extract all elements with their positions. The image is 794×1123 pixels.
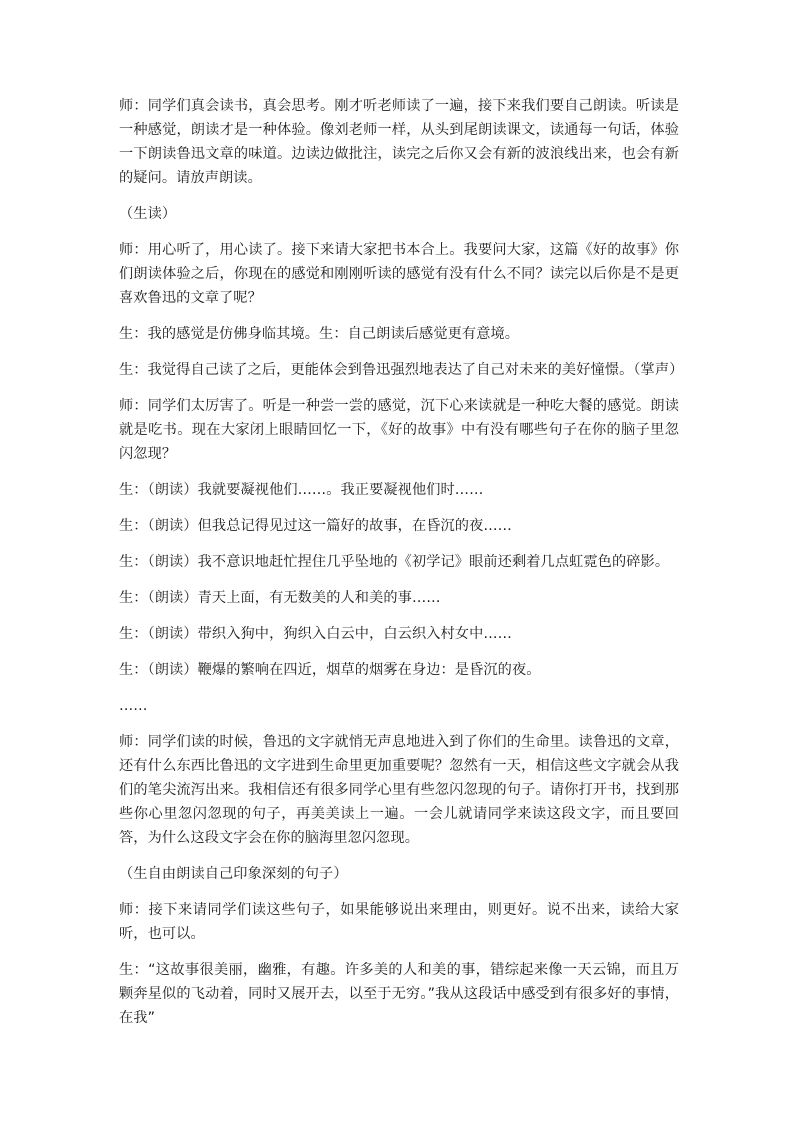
paragraph-student-reading: 生：（朗读）我不意识地赶忙捏住几乎坠地的《初学记》眼前还剩着几点虹霓色的碎影。 xyxy=(119,554,670,570)
paragraph-student-quote: 生：“这故事很美丽，幽雅，有趣。许多美的人和美的事，错综起来像一天云锦，而且万颗奔星似的飞动着，同时又展开去，以至于无穷。”我从这段话中感受到有很多好的事情，在我” xyxy=(119,962,679,1026)
paragraph-student-reading: 生：（朗读）鞭爆的繁响在四近，烟草的烟雾在身边：是昏沉的夜。 xyxy=(119,662,541,678)
paragraph-student-answer: 生：我觉得自己读了之后，更能体会到鲁迅强烈地表达了自己对未来的美好憧憬。（掌声） xyxy=(119,362,684,378)
paragraph-student-reading: 生：（朗读）带织入狗中，狗织入白云中，白云织入村女中…… xyxy=(119,626,512,642)
paragraph-teacher-question: 师：用心听了，用心读了。接下来请大家把书本合上。我要问大家，这篇《好的故事》你们朗读体验之后，你现在的感觉和刚刚听读的感觉有没有什么不同？读完以后你是不是更喜欢鲁迅的文章了呢？ xyxy=(119,242,679,306)
paragraph-student-answer: 生：我的感觉是仿佛身临其境。生：自己朗读后感觉更有意境。 xyxy=(119,326,520,342)
paragraph-student-reading: 生：（朗读）我就要凝视他们……。我正要凝视他们时…… xyxy=(119,482,484,498)
paragraph-teacher-intro: 师：同学们真会读书，真会思考。刚才听老师读了一遍，接下来我们要自己朗读。听读是一种感觉，朗读才是一种体验。像刘老师一样，从头到尾朗读课文，读通每一句话，体验一下朗读鲁迅文章的味道。边读边做批注，读完之后你又会有新的波浪线出来，也会有新的疑问。请放声朗读。 xyxy=(119,98,679,186)
document-body xyxy=(119,94,684,1042)
paragraph-teacher-instruction: 师：接下来请同学们读这些句子，如果能够说出来理由，则更好。说不出来，读给大家听，也可以。 xyxy=(119,902,679,942)
paragraph-student-reading: 生：（朗读）青天上面，有无数美的人和美的事…… xyxy=(119,590,441,606)
paragraph-teacher-reflection: 师：同学们读的时候，鲁迅的文字就悄无声息地进入到了你们的生命里。读鲁迅的文章，还有什么东西比鲁迅的文字进到生命里更加重要呢？忽然有一天，相信这些文字就会从我们的笔尖流泻出来。我相信还有很多同学心里有些忽闪忽现的句子。请你打开书，找到那些你心里忽闪忽现的句子，再美美读上一遍。一会儿就请同学来读这段文字，而且要回答，为什么这段文字会在你的脑海里忽闪忽现。 xyxy=(119,734,679,846)
paragraph-stage-direction: （生读） xyxy=(119,206,177,222)
paragraph-stage-direction: （生自由朗读自己印象深刻的句子） xyxy=(119,866,348,882)
paragraph-student-reading: 生：（朗读）但我总记得见过这一篇好的故事，在昏沉的夜…… xyxy=(119,518,512,534)
paragraph-ellipsis: …… xyxy=(119,698,148,714)
paragraph-teacher-prompt: 师：同学们太厉害了。听是一种尝一尝的感觉，沉下心来读就是一种吃大餐的感觉。朗读就是吃书。现在大家闭上眼睛回忆一下，《好的故事》中有没有哪些句子在你的脑子里忽闪忽现？ xyxy=(119,398,679,462)
